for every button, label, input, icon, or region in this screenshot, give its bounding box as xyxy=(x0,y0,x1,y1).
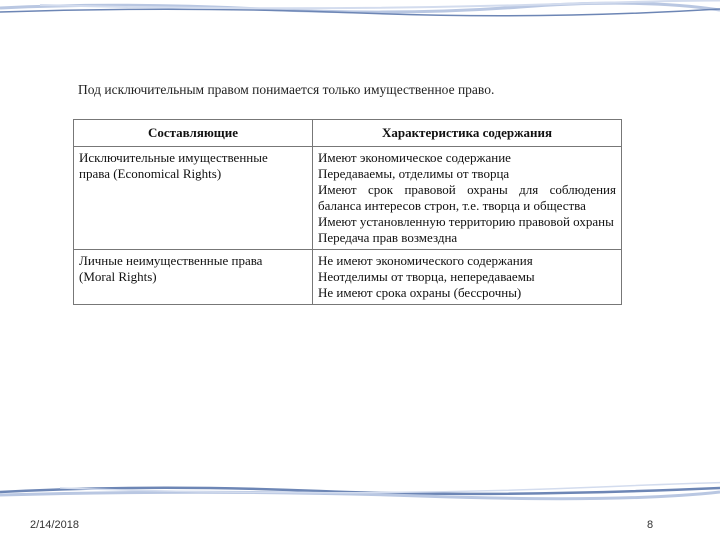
slide-page-number: 8 xyxy=(647,519,654,531)
economic-rights-cell xyxy=(74,147,313,250)
moral-characteristics-cell xyxy=(313,250,622,305)
component-line: Личные неимущественные права xyxy=(79,253,263,268)
moral-rights-cell xyxy=(74,250,313,305)
rights-table xyxy=(73,119,622,305)
characteristic-item: Имеют экономическое содержание xyxy=(318,150,511,165)
characteristic-item: Неотделимы от творца, непередаваемы xyxy=(318,269,535,284)
economic-characteristics-cell xyxy=(313,147,622,250)
characteristic-item: Передача прав возмездна xyxy=(318,230,458,245)
table-row xyxy=(74,147,622,250)
top-decorative-swoosh xyxy=(0,0,720,22)
characteristic-item: Имеют установленную территорию правовой охраны xyxy=(318,214,614,229)
characteristic-item: Имеют срок правовой охраны для соблюдения баланса интересов строн, т.е. творца и общества xyxy=(318,182,616,213)
slide-date: 2/14/2018 xyxy=(30,519,79,531)
header-components: Составляющие xyxy=(74,120,313,147)
component-line: (Moral Rights) xyxy=(79,269,157,284)
bottom-decorative-swoosh xyxy=(0,478,720,504)
table-header-row xyxy=(74,120,622,147)
component-line: Исключительные имущественные xyxy=(79,150,268,165)
header-characteristics: Характеристика содержания xyxy=(313,120,622,147)
characteristic-item: Не имеют срока охраны (бессрочны) xyxy=(318,285,522,300)
table-row xyxy=(74,250,622,305)
intro-text: Под исключительным правом понимается только имущественное право. xyxy=(78,82,495,97)
component-line: права (Economical Rights) xyxy=(79,166,222,181)
characteristic-item: Передаваемы, отделимы от творца xyxy=(318,166,510,181)
characteristic-item: Не имеют экономического содержания xyxy=(318,253,533,268)
